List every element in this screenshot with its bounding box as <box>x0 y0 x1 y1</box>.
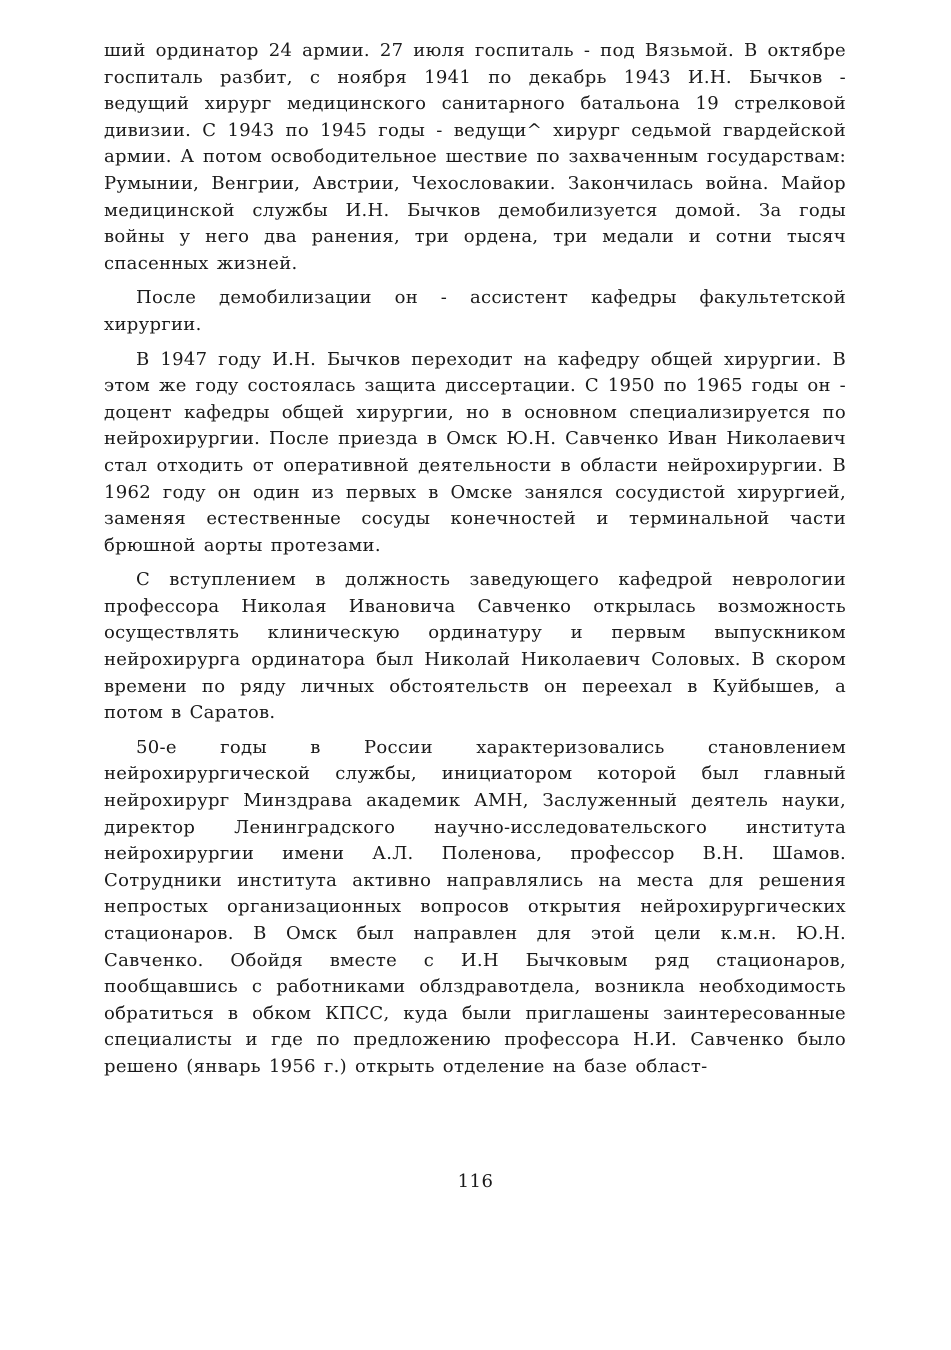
page-number: 116 <box>457 1171 494 1192</box>
paragraph-general-surgery: В 1947 году И.Н. Бычков переходит на кафедру общей хирургии. В этом же году состоялась защита диссертации. С 1950 по 1965 годы он - доцент кафедры общей хирургии, но в основном специализируется по нейрохирургии. После приезда в Омск Ю.Н. Савченко Иван Николаевич стал отходить от оперативной деятельности в области нейрохирургии. В 1962 году он один из первых в Омске занялся сосудистой хирургией, заменяя естественные сосуды конечностей и терминальной части брюшной аорты протезами. <box>104 348 846 556</box>
paragraph-continuation: ший ординатор 24 армии. 27 июля госпиталь - под Вязьмой. В октябре госпиталь разбит, с ноября 1941 по декабрь 1943 И.Н. Бычков - ведущий хирург медицинского санитарного батальона 19 стрелковой дивизии. С 1943 по 1945 годы - ведущи^ хирург седьмой гвардейской армии. А потом освободительное шествие по захваченным государствам: Румынии, Венгрии, Австрии, Чехословакии. Закончилась война. Майор медицинской службы И.Н. Бычков демобилизуется домой. За годы войны у него два ранения, три ордена, три медали и сотни тысяч спасенных жизней. <box>104 40 846 274</box>
paragraph-neurosurgery-service: 50-е годы в России характеризовались становлением нейрохирургической службы, инициатором которой был главный нейрохирург Минздрава академик АМН, Заслуженный деятель науки, директор Ленинградского научно-исследовательского института нейрохирургии имени А.Л. Поленова, профессор В.Н. Шамов. Сотрудники института активно направлялись на места для решения непростых организационных вопросов открытия нейрохирургических стационаров. В Омск был направлен для этой цели к.м.н. Ю.Н. Савченко. Обойдя вместе с И.Н Бычковым ряд стационаров, пообщавшись с работниками облздравотдела, возникла необходимость обратиться в обком КПСС, куда были приглашены заинтересованные специалисты и где по предложению профессора Н.И. Савченко было решено (январь 1956 г.) открыть отделение на базе област- <box>104 736 846 1077</box>
paragraph-demobilization: После демобилизации он - ассистент кафедры факультетской хирургии. <box>104 287 846 335</box>
paragraph-residency: С вступлением в должность заведующего кафедрой неврологии профессора Николая Ивановича Савченко открылась возможность осуществлять клиническую ординатуру и первым выпускником нейрохирурга ординатора был Николай Николаевич Соловых. В скором времени по ряду личных обстоятельств он переехал в Куйбышев, а потом в Саратов. <box>104 569 846 724</box>
page-body <box>104 38 846 1089</box>
